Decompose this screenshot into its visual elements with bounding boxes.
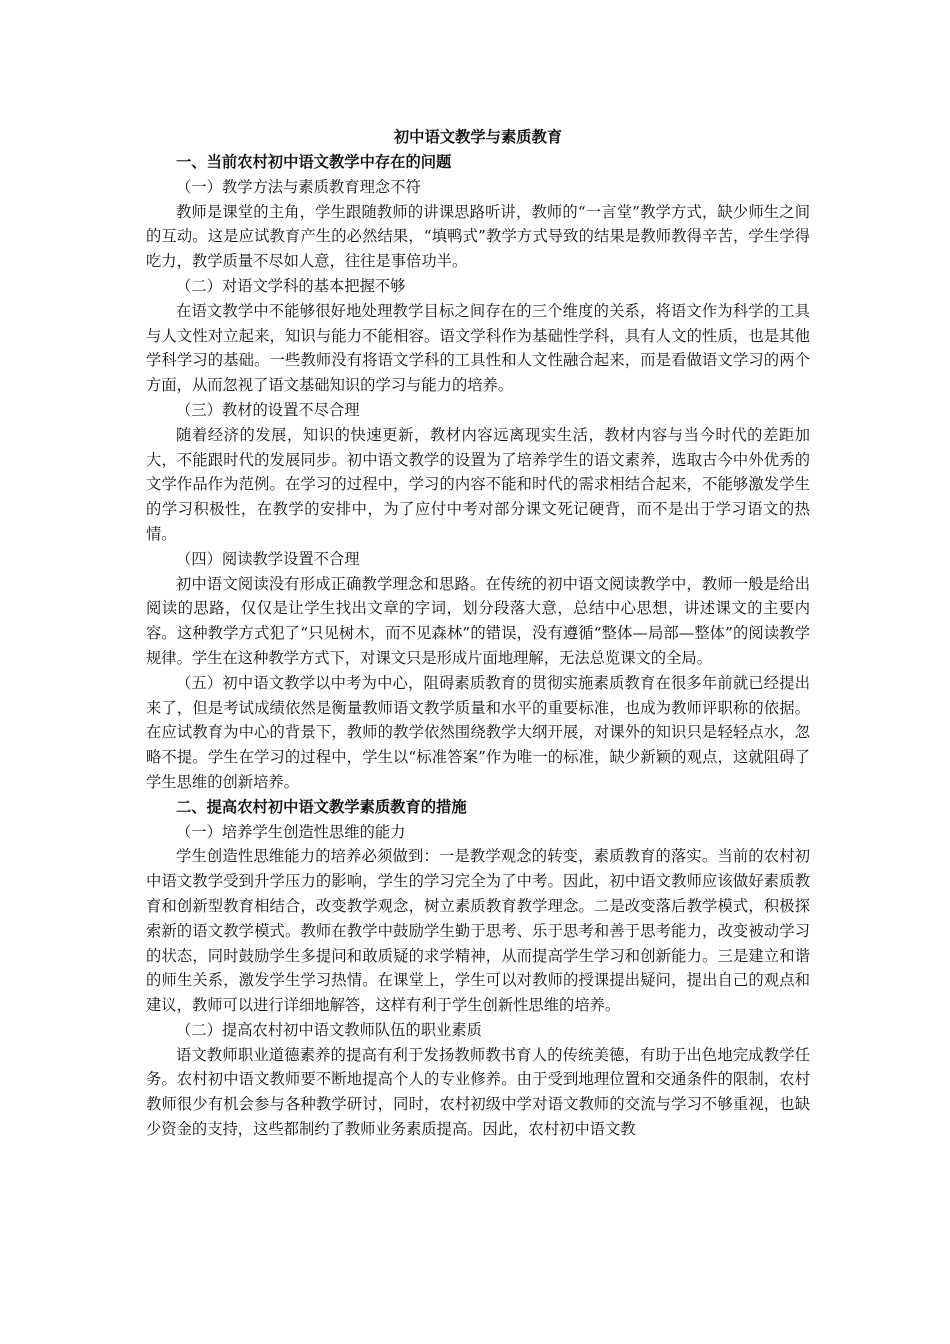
paragraph-2-2: 语文教师职业道德素养的提高有利于发扬教师教书育人的传统美德，有助于出色地完成教学任务。农村初中语文教师要不断地提高个人的专业修养。由于受到地理位置和交通条件的限制，农村教师很少有机会参与各种教学研讨，同时，农村初级中学对语文教师的交流与学习不够重视，也缺少资金的支持，这些都制约了教师业务素质提高。因此，农村初中语文教 <box>146 1045 810 1139</box>
subsection-heading-1-1: （一）教学方法与素质教育理念不符 <box>176 177 421 196</box>
section-heading-2: 二、提高农村初中语文教学素质教育的措施 <box>176 797 467 816</box>
paragraph-1-1: 教师是课堂的主角，学生跟随教师的讲课思路听讲，教师的“一言堂”教学方式，缺少师生之间的互动。这是应试教育产生的必然结果，“填鸭式”教学方式导致的结果是教师教得辛苦，学生学得吃力，教学质量不尽如人意，往往是事倍功半。 <box>146 202 810 271</box>
paragraph-1-5: （五）初中语文教学以中考为中心，阻碍素质教育的贯彻实施素质教育在很多年前就已经提出来了，但是考试成绩依然是衡量教师语文教学质量和水平的重要标准，也成为教师评职称的依据。在应试教育为中心的背景下，教师的教学依然围绕教学大纲开展，对课外的知识只是轻轻点水，忽略不提。学生在学习的过程中，学生以“标准答案”作为唯一的标准，缺少新颖的观点，这就阻碍了学生思维的创新培养。 <box>146 673 810 791</box>
section-heading-1: 一、当前农村初中语文教学中存在的问题 <box>176 153 452 171</box>
subsection-heading-1-3: （三）教材的设置不尽合理 <box>176 400 360 419</box>
document-title: 初中语文教学与素质教育 <box>393 128 563 146</box>
subsection-heading-2-1: （一）培养学生创造性思维的能力 <box>176 822 406 841</box>
subsection-heading-1-4: （四）阅读教学设置不合理 <box>176 549 360 568</box>
paragraph-1-2: 在语文教学中不能够很好地处理教学目标之间存在的三个维度的关系，将语文作为科学的工具与人文性对立起来，知识与能力不能相容。语文学科作为基础性学科，具有人文的性质，也是其他学科学习的基础。一些教师没有将语文学科的工具性和人文性融合起来，而是看做语文学习的两个方面，从而忽视了语文基础知识的学习与能力的培养。 <box>146 301 810 395</box>
subsection-heading-2-2: （二）提高农村初中语文教师队伍的职业素质 <box>176 1020 482 1039</box>
paragraph-1-4: 初中语文阅读没有形成正确教学理念和思路。在传统的初中语文阅读教学中，教师一般是给出阅读的思路，仅仅是让学生找出文章的字词，划分段落大意，总结中心思想，讲述课文的主要内容。这种教学方式犯了“只见树木，而不见森林”的错误，没有遵循“整体—局部—整体”的阅读教学规律。学生在这种教学方式下，对课文只是形成片面地理解，无法总览课文的全局。 <box>146 574 810 667</box>
paragraph-1-3: 随着经济的发展，知识的快速更新，教材内容远离现实生活，教材内容与当今时代的差距加大，不能跟时代的发展同步。初中语文教学的设置为了培养学生的语文素养，选取古今中外优秀的文学作品作为范例。在学习的过程中，学习的内容不能和时代的需求相结合起来，不能够激发学生的学习积极性，在教学的安排中，为了应付中考对部分课文死记硬背，而不是出于学习语文的热情。 <box>146 425 810 543</box>
document-page <box>146 124 810 1142</box>
paragraph-2-1: 学生创造性思维能力的培养必须做到：一是教学观念的转变，素质教育的落实。当前的农村初中语文教学受到升学压力的影响，学生的学习完全为了中考。因此，初中语文教师应该做好素质教育和创新型教育相结合，改变教学观念，树立素质教育教学理念。二是改变落后教学模式，积极探索新的语文教学模式。教师在教学中鼓励学生勤于思考、乐于思考和善于思考能力，改变被动学习的状态，同时鼓励学生多提问和敢质疑的求学精神，从而提高学生学习和创新能力。三是建立和谐的师生关系，激发学生学习热情。在课堂上，学生可以对教师的授课提出疑问，提出自己的观点和建议，教师可以进行详细地解答，这样有利于学生创新性思维的培养。 <box>146 847 810 1015</box>
subsection-heading-1-2: （二）对语文学科的基本把握不够 <box>176 276 406 295</box>
